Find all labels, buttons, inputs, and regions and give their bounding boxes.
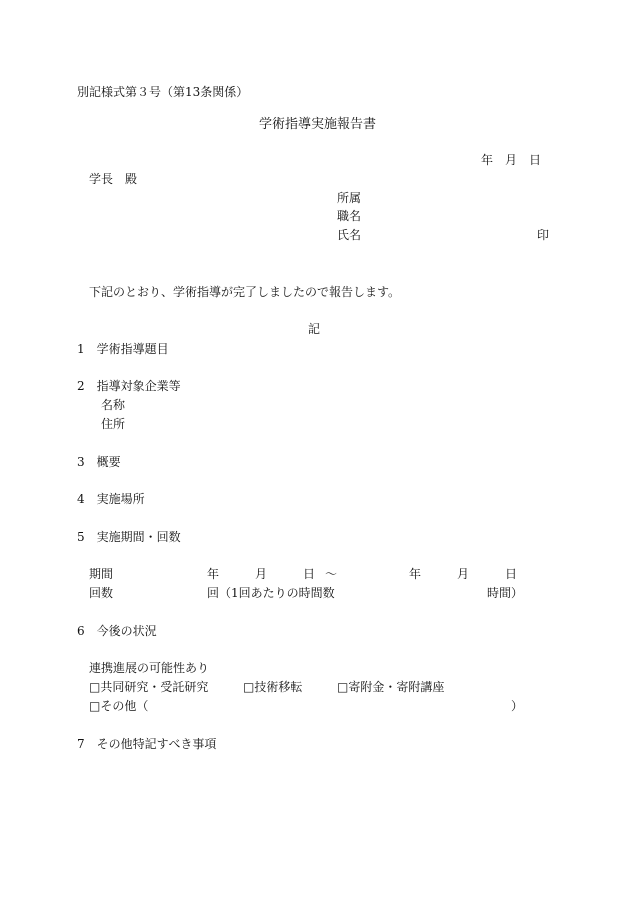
option-other[interactable] xyxy=(89,699,148,713)
option-label: その他（ xyxy=(100,699,149,713)
name-label: 氏名 xyxy=(337,228,362,242)
option-technology-transfer[interactable] xyxy=(243,680,302,694)
item-2-address-label: 住所 xyxy=(101,417,126,431)
option-label: 技術移転 xyxy=(254,680,303,694)
period-tilde: ～ xyxy=(325,567,338,581)
document-title: 学術指導実施報告書 xyxy=(259,117,377,132)
item-5-title: 5 実施期間・回数 xyxy=(77,530,181,544)
count-label: 回数 xyxy=(89,586,114,600)
option-label: 共同研究・受託研究 xyxy=(100,680,209,694)
checkbox-icon: □ xyxy=(243,680,255,694)
form-label: 別記様式第３号（第13条関係） xyxy=(77,85,249,99)
option-donation[interactable] xyxy=(337,680,444,694)
item-4-title: 4 実施場所 xyxy=(77,492,145,506)
count-close: 時間） xyxy=(487,586,524,600)
period-day-1: 日 xyxy=(303,567,316,581)
date-month: 月 xyxy=(505,153,518,167)
item-2-name-label: 名称 xyxy=(101,398,126,412)
count-text: 回（1回あたりの時間数 xyxy=(207,586,335,600)
ki-heading: 記 xyxy=(308,322,321,336)
status-heading: 連携進展の可能性あり xyxy=(89,661,210,675)
date-year: 年 xyxy=(481,153,494,167)
period-month-1: 月 xyxy=(255,567,268,581)
other-close-paren: ） xyxy=(511,699,524,713)
period-day-2: 日 xyxy=(505,567,518,581)
checkbox-icon: □ xyxy=(337,680,349,694)
item-6-title: 6 今後の状況 xyxy=(77,624,157,638)
item-7-title: 7 その他特記すべき事項 xyxy=(77,737,217,751)
checkbox-icon: □ xyxy=(89,699,101,713)
item-1-title: 1 学術指導題目 xyxy=(77,342,169,356)
period-year-1: 年 xyxy=(207,567,220,581)
period-label: 期間 xyxy=(89,567,114,581)
item-3-title: 3 概要 xyxy=(77,455,121,469)
checkbox-icon: □ xyxy=(89,680,101,694)
option-joint-research[interactable] xyxy=(89,680,208,694)
addressee: 学長 殿 xyxy=(89,172,138,186)
affiliation-label: 所属 xyxy=(337,191,362,205)
date-day: 日 xyxy=(529,153,542,167)
intro-text: 下記のとおり、学術指導が完了しましたので報告します。 xyxy=(89,285,401,299)
position-label: 職名 xyxy=(337,209,362,223)
period-month-2: 月 xyxy=(457,567,470,581)
option-label: 寄附金・寄附講座 xyxy=(348,680,445,694)
seal-mark: 印 xyxy=(537,228,550,242)
item-2-title: 2 指導対象企業等 xyxy=(77,379,181,393)
period-year-2: 年 xyxy=(409,567,422,581)
